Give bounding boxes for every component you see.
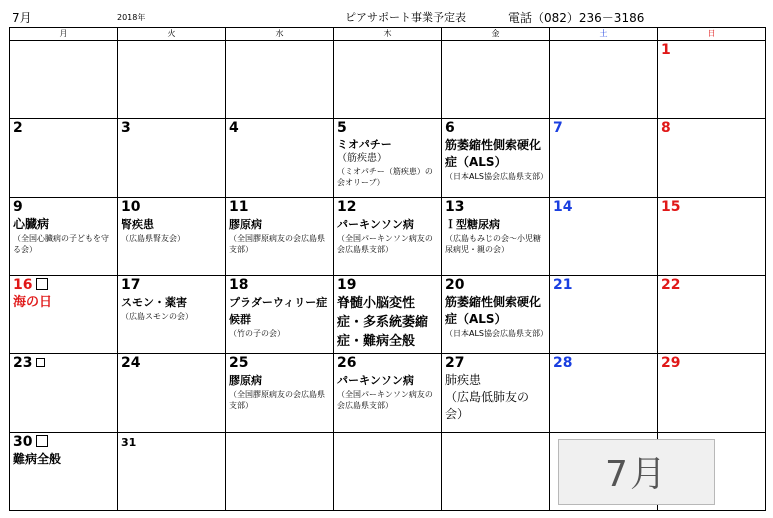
weekday-sun: 日 [658,28,766,41]
day-cell-27 [442,354,550,432]
event-organization: （全国心臓病の子どもを守る会） [13,233,109,254]
week-row [10,275,766,353]
day-number: 8 [661,120,671,137]
year-label: 2018年 [117,13,146,22]
event-name: スモン・薬害 [121,295,187,309]
event-name: パーキンソン病 [337,217,414,231]
day-cell-16 [10,275,118,353]
day-cell-30 [10,432,118,510]
day-number: 21 [553,276,573,293]
day-cell-12 [334,197,442,275]
day-cell-14 [550,197,658,275]
day-cell-20 [442,275,550,353]
day-cell-28 [550,354,658,432]
event-organization: （全国パーキンソン病友の会広島県支部） [337,233,433,254]
day-cell-15 [658,197,766,275]
event-organization: （全国パーキンソン病友の会広島県支部） [337,390,433,411]
day-cell-11 [226,197,334,275]
day-cell-25 [226,354,334,432]
event-organization: （広島低肺友の会） [445,390,530,422]
day-cell-21 [550,275,658,353]
event-name: 心臓病 [13,216,50,231]
weekday-sat: 土 [550,28,658,41]
day-number: 28 [553,355,573,372]
empty-day-cell [442,432,550,510]
day-cell-1 [658,41,766,119]
day-cell-18 [226,275,334,353]
week-row [10,41,766,119]
event-organization: （ミオパチー（筋疾患）の会オリーブ） [337,167,433,188]
week-row [10,197,766,275]
week-row [10,354,766,432]
event-name: 筋萎縮性側索硬化症（ALS） [445,294,542,326]
month-stamp-text: 7月 [605,454,668,495]
weekday-thu: 木 [334,28,442,41]
day-number: 1 [661,42,671,58]
event-name: 膠原病 [229,217,262,231]
checkbox-square-icon [36,278,48,290]
month-stamp [558,439,715,505]
day-number: 16 [13,277,114,294]
empty-day-cell [118,41,226,119]
day-cell-22 [658,275,766,353]
event-organization: （広島スモンの会） [121,311,193,321]
day-number: 12 [337,198,357,215]
event-organization: （広島県腎友会） [121,233,185,243]
event-organization: （日本ALS協会広島県支部） [445,172,549,182]
checkbox-square-icon [36,358,45,367]
day-number: 27 [445,355,465,372]
day-number: 29 [661,355,681,372]
schedule-title: ピアサポート事業予定表 [345,11,466,24]
day-cell-7 [550,119,658,197]
day-number: 2 [13,120,23,137]
day-number: 26 [337,355,357,372]
day-number: 9 [13,198,23,215]
day-number: 17 [121,276,141,293]
day-number: 25 [229,355,249,372]
day-cell-29 [658,354,766,432]
weekday-wed: 水 [226,28,334,41]
day-number: 22 [661,276,681,293]
day-number: 5 [337,120,347,137]
event-name: プラダーウィリー症候群 [229,295,328,326]
day-number: 18 [229,276,249,293]
phone-number: 電話（082）236－3186 [508,11,645,25]
day-number: 19 [337,276,357,293]
event-name: 難病全般 [13,451,62,466]
day-number: 20 [445,276,465,293]
event-subname: （筋疾患） [337,153,387,165]
day-cell-5 [334,119,442,197]
day-cell-3 [118,119,226,197]
day-cell-23 [10,354,118,432]
empty-day-cell [334,41,442,119]
day-number: 10 [121,198,141,215]
day-cell-31 [118,432,226,510]
day-number: 7 [553,120,563,137]
empty-day-cell [442,41,550,119]
event-organization: （竹の子の会） [229,328,285,338]
event-organization: （全国膠原病友の会広島県支部） [229,233,325,254]
empty-day-cell [10,41,118,119]
day-number: 23 [13,355,114,372]
day-number: 3 [121,120,131,137]
day-cell-9 [10,197,118,275]
day-number: 30 [13,434,114,451]
empty-day-cell [334,432,442,510]
day-cell-8 [658,119,766,197]
day-number: 4 [229,120,239,137]
day-number: 24 [121,355,141,372]
event-name: 筋萎縮性側索硬化症（ALS） [445,138,542,170]
empty-day-cell [226,432,334,510]
event-name: パーキンソン病 [337,374,414,388]
holiday-label: 海の日 [13,294,53,310]
day-cell-10 [118,197,226,275]
day-number: 31 [121,435,137,449]
event-organization: （全国膠原病友の会広島県支部） [229,390,325,411]
empty-day-cell [226,41,334,119]
day-cell-24 [118,354,226,432]
month-label: 7月 [12,11,32,25]
event-name: 腎疾患 [121,217,154,231]
day-cell-26 [334,354,442,432]
checkbox-square-icon [36,435,48,447]
weekday-header-row [10,28,766,41]
day-cell-17 [118,275,226,353]
day-number: 13 [445,198,465,215]
empty-day-cell [550,41,658,119]
event-name: ミオパチー [337,138,392,152]
day-number: 6 [445,120,455,137]
event-name: 膠原病 [229,374,262,388]
day-cell-4 [226,119,334,197]
event-name: Ｉ型糖尿病 [445,217,500,231]
event-organization: （広島もみじの会～小児糖尿病児・親の会） [445,233,541,254]
day-cell-2 [10,119,118,197]
weekday-fri: 金 [442,28,550,41]
day-cell-19 [334,275,442,353]
weekday-tue: 火 [118,28,226,41]
calendar-header [0,0,773,28]
day-number: 11 [229,198,249,215]
event-organization: （日本ALS協会広島県支部） [445,328,549,338]
day-number: 14 [553,198,573,215]
day-cell-6 [442,119,550,197]
week-row [10,119,766,197]
day-number: 15 [661,198,681,215]
event-name: 脊髄小脳変性症・多系統萎縮症・難病全般 [337,295,429,349]
event-name: 肺疾患 [445,373,482,388]
weekday-mon: 月 [10,28,118,41]
day-cell-13 [442,197,550,275]
